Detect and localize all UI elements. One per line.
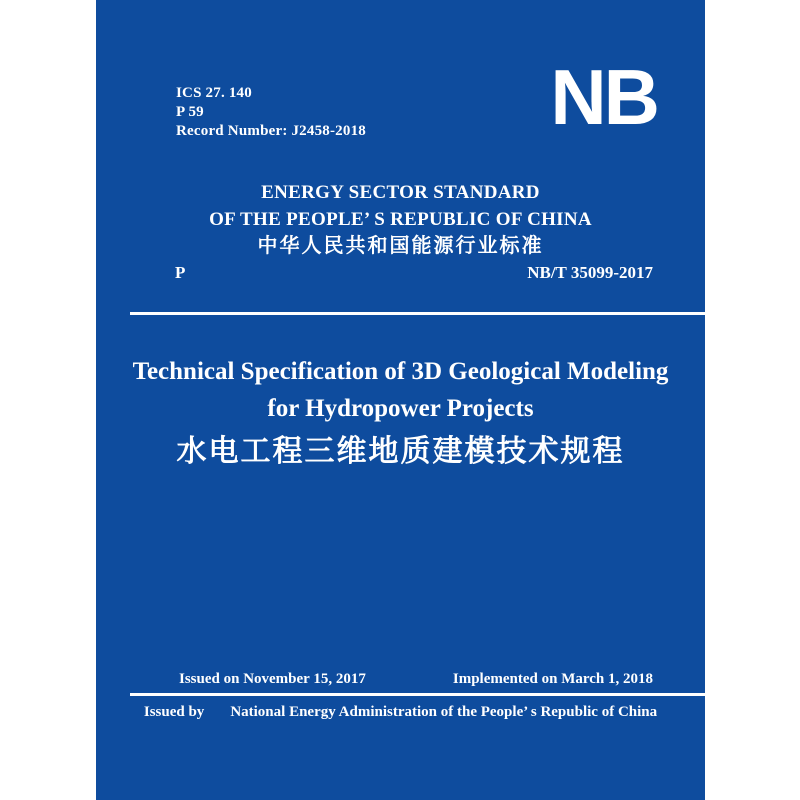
divider-bottom [130,693,705,696]
standard-cover [96,0,705,800]
ics-code: ICS 27. 140 [176,85,252,101]
designation-row [175,263,653,283]
dates-row [179,671,653,688]
header-chinese: 中华人民共和国能源行业标准 [257,235,544,257]
classification-block [176,84,366,141]
issuer-row [96,704,705,721]
issuer-name: National Energy Administration of the People’ s Republic of China [230,704,658,720]
nb-logo: NB [550,53,657,141]
title-english [96,353,705,427]
title-english-line2: for Hydropower Projects [267,395,534,422]
title-english-line1: Technical Specification of 3D Geological Modeling [132,358,669,385]
standard-number: NB/T 35099-2017 [527,263,653,282]
issued-date: Issued on November 15, 2017 [179,671,366,687]
standard-header [96,179,705,260]
implemented-date: Implemented on March 1, 2018 [452,671,653,687]
title-chinese: 水电工程三维地质建模技术规程 [176,435,625,468]
designation-left: P [175,263,186,282]
header-english-line2: OF THE PEOPLE’ S REPUBLIC OF CHINA [209,209,592,230]
p-classification: P 59 [176,104,204,120]
divider-top [130,312,705,315]
record-number: Record Number: J2458-2018 [176,123,366,139]
header-english-line1: ENERGY SECTOR STANDARD [261,182,540,203]
issued-by-label: Issued by [143,704,205,720]
